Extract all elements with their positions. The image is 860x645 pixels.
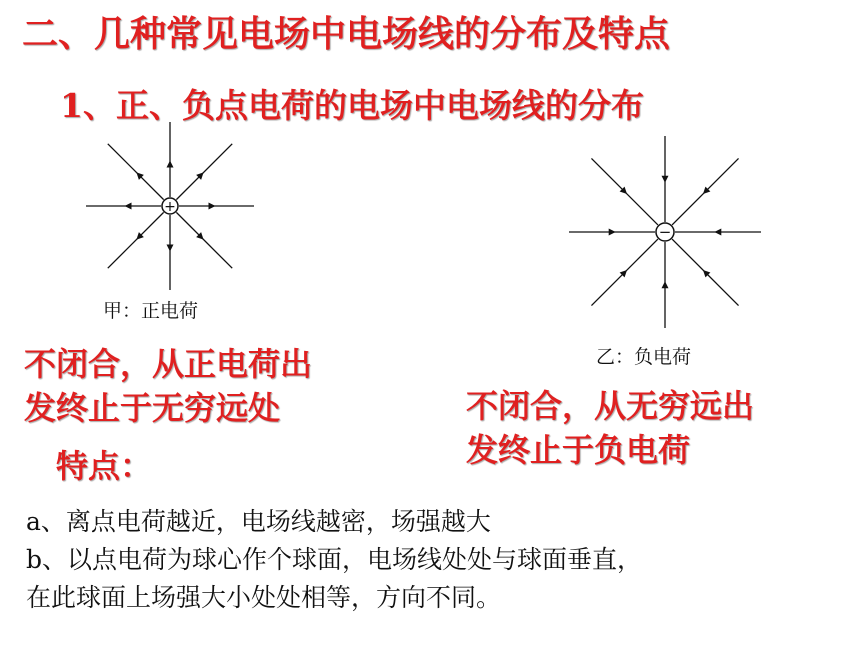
feature-item-a: a、离点电荷越近，电场线越密，场强越大 <box>26 507 491 536</box>
negative-description-line: 发终止于负电荷 <box>466 431 691 469</box>
negative-charge-caption: 乙：负电荷 <box>596 346 692 368</box>
negative-charge-symbol: − <box>658 223 672 241</box>
negative-description-line: 不闭合，从无穷远出 <box>466 387 755 425</box>
negative-field-arrow <box>662 176 669 183</box>
feature-item-b-continued: 在此球面上场强大小处处相等，方向不同。 <box>26 583 502 612</box>
negative-description <box>466 384 754 472</box>
positive-description-line: 不闭合，从正电荷出 <box>24 345 313 383</box>
feature-item-b: b、以点电荷为球心作个球面，电场线处处与球面垂直， <box>26 545 643 574</box>
section-subtitle: 1、正、负点电荷的电场中电场线的分布 <box>60 86 644 125</box>
positive-charge-symbol: + <box>164 199 176 215</box>
negative-field-arrow <box>714 229 721 236</box>
page-title: 二、几种常见电场中电场线的分布及特点 <box>22 13 671 55</box>
negative-field-arrow <box>662 281 669 288</box>
positive-description <box>24 342 312 430</box>
negative-field-arrow <box>609 229 616 236</box>
positive-description-line: 发终止于无穷远处 <box>24 389 281 427</box>
features-heading: 特点： <box>56 447 153 485</box>
positive-charge-caption: 甲：正电荷 <box>103 300 199 322</box>
